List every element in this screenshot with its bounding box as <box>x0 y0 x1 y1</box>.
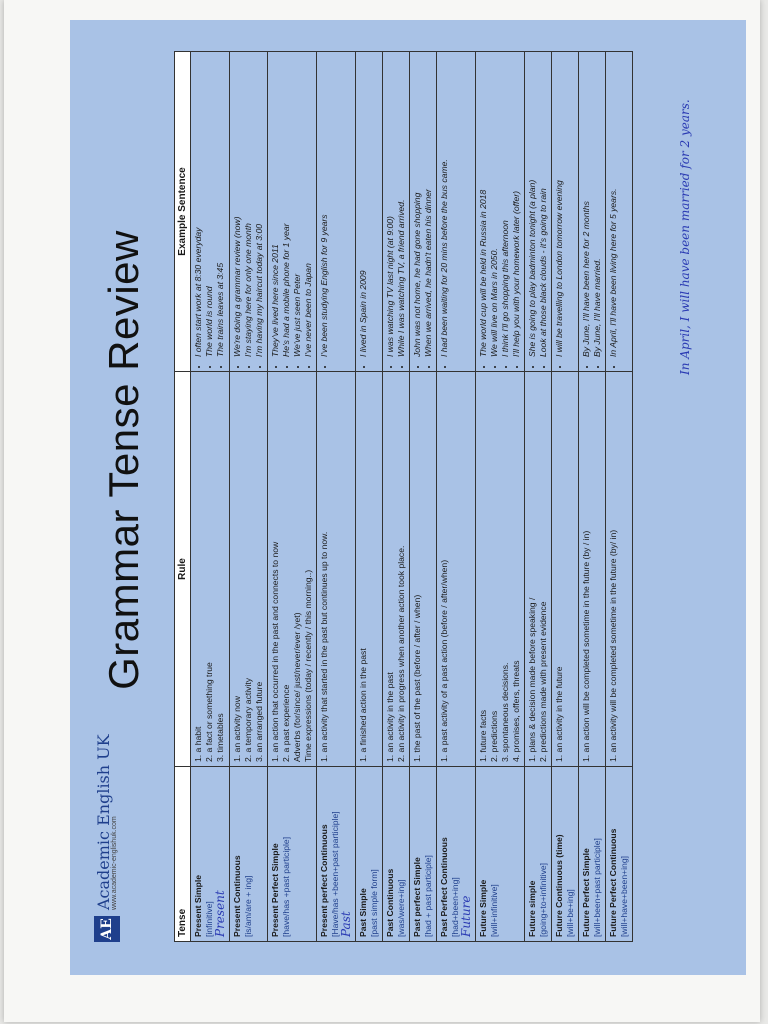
example-sentence: • He's had a mobile phone for 1 year <box>281 56 292 357</box>
rule-cell <box>579 372 606 767</box>
example-cell <box>191 52 230 372</box>
example-sentence: • I often start work at 8:30 everyday <box>193 56 204 357</box>
rule-cell <box>476 372 525 767</box>
header-tense: Tense <box>175 767 191 942</box>
tense-cell <box>230 767 268 942</box>
tense-cell <box>356 767 383 942</box>
rule-line: 1. the past of the past (before / after / when) <box>412 594 422 762</box>
rule-cell <box>437 372 476 767</box>
example-sentence: • By June, I'll have married. <box>592 56 603 357</box>
tense-name: Present Perfect Simple <box>270 843 280 937</box>
example-cell <box>410 52 437 372</box>
rule-cell <box>191 372 230 767</box>
rule-cell <box>268 372 317 767</box>
tense-cell <box>383 767 410 942</box>
rule-line: 1. an activity that started in the past but continues up to now. <box>319 531 329 762</box>
tense-form: [is/am/are + ing] <box>243 875 253 937</box>
table-row <box>268 52 317 942</box>
tense-form: [Have/has +been+past participle] <box>330 811 340 937</box>
example-cell <box>552 52 579 372</box>
tense-cell <box>525 767 552 942</box>
example-sentence: • While I was watching TV, a friend arrived. <box>396 56 407 357</box>
rule-line: 2. a past experience <box>281 684 291 762</box>
example-sentence: • By June, I'll have been here for 2 months <box>581 56 592 357</box>
example-sentence: • I've never been to Japan <box>303 56 314 357</box>
tense-form: [will+infinitive] <box>489 884 499 937</box>
tense-form: [had + past participle] <box>423 855 433 937</box>
example-sentence: • I'll help you with your homework later (offer) <box>511 56 522 357</box>
example-sentence: • Look at those black clouds - it's going to rain <box>538 56 549 357</box>
tense-form: [will+be+ing] <box>565 889 575 937</box>
rule-line: 2. predictions made with present evidence <box>538 601 548 762</box>
tense-form: [past simple form] <box>369 869 379 937</box>
table-row <box>230 52 268 942</box>
example-cell <box>606 52 633 372</box>
header-rule: Rule <box>175 372 191 767</box>
tense-cell <box>437 767 476 942</box>
tense-name: Past Continuous <box>385 868 395 937</box>
example-cell <box>268 52 317 372</box>
tense-cell <box>476 767 525 942</box>
rule-cell <box>356 372 383 767</box>
tense-cell <box>191 767 230 942</box>
tense-form: [infinitive] <box>204 901 214 937</box>
logo <box>94 734 120 942</box>
logo-name: Academic English <box>94 764 113 910</box>
example-cell <box>230 52 268 372</box>
example-cell <box>579 52 606 372</box>
example-sentence: • I had been waiting for 20 mins before the bus came. <box>439 56 450 357</box>
example-sentence: • I lived in Spain in 2009 <box>358 56 369 357</box>
rule-line: 1. future facts <box>478 709 488 762</box>
rule-line: 1. a habit <box>193 726 203 762</box>
rule-line: 3. an arranged future <box>254 681 264 762</box>
header-example: Example Sentence <box>175 52 191 372</box>
rule-cell <box>552 372 579 767</box>
tense-name: Future Perfect Continuous <box>608 828 618 937</box>
rule-line: 2. a temporary activity <box>243 677 253 762</box>
example-sentence: • John was not home, he had gone shopping <box>412 56 423 357</box>
tense-form: [have/has +past participle] <box>281 836 291 937</box>
table-row <box>476 52 525 942</box>
rule-line: 1. an action will be completed sometime in the future (by / in) <box>581 530 591 762</box>
rule-cell <box>383 372 410 767</box>
example-cell <box>437 52 476 372</box>
rule-line: Adverbs (for/since/ just/never/ever /yet) <box>292 612 302 762</box>
table-row <box>437 52 476 942</box>
rule-line: Time expressions (today / recently / this morning..) <box>303 569 313 762</box>
example-sentence: • We're doing a grammar review (now) <box>232 56 243 357</box>
tense-cell <box>410 767 437 942</box>
tense-cell <box>552 767 579 942</box>
tense-form: [was/were+ing] <box>396 879 406 937</box>
example-sentence: • When we arrived, he hadn't eaten his dinner <box>423 56 434 357</box>
table-row <box>579 52 606 942</box>
table-row <box>356 52 383 942</box>
example-cell <box>356 52 383 372</box>
example-sentence: • The trains leaves at 3:45 <box>215 56 226 357</box>
rule-cell <box>606 372 633 767</box>
table-row <box>552 52 579 942</box>
tense-name: Present Simple <box>193 874 203 937</box>
rule-line: 2. a fact or something true <box>204 662 214 762</box>
example-sentence: • I will be travelling to London tomorrow evening <box>554 56 565 357</box>
logo-suffix: UK <box>94 734 113 760</box>
tense-cell <box>606 767 633 942</box>
rule-line: 3. spontaneous decisions. <box>500 662 510 762</box>
example-cell <box>525 52 552 372</box>
rule-line: 4. promises, offers, threats <box>511 660 521 762</box>
tense-name: Past perfect Simple <box>412 857 422 937</box>
tense-name: Future simple <box>527 880 537 937</box>
rule-cell <box>525 372 552 767</box>
tense-table <box>174 51 633 942</box>
handwritten-label: Present <box>213 890 227 937</box>
tense-name: Future Simple <box>478 879 488 937</box>
tense-form: [going+to+infinitive] <box>538 862 548 937</box>
example-sentence: • I'm staying here for only one month <box>243 56 254 357</box>
example-sentence: • I was watching TV last night (at 9:00) <box>385 56 396 357</box>
rotated-worksheet <box>86 45 708 950</box>
logo-mark: AE <box>94 916 120 942</box>
rule-line: 1. an activity in the past <box>385 672 395 762</box>
rule-line: 1. an activity will be completed sometime in the future (by/ in) <box>608 529 618 762</box>
tense-form: [will+have+been+ing] <box>619 856 629 937</box>
rule-line: 1. an activity in the future <box>554 666 564 762</box>
example-sentence: • The world cup will be held in Russia in 2018 <box>478 56 489 357</box>
tense-cell <box>268 767 317 942</box>
example-sentence: • The world is round <box>204 56 215 357</box>
table-row <box>410 52 437 942</box>
tense-form: [had+been+ing] <box>450 877 460 937</box>
handwritten-label: Future <box>459 895 473 937</box>
example-cell <box>476 52 525 372</box>
tense-name: Present Continuous <box>232 855 242 937</box>
rule-line: 1. a past activity of a past action (before / after/when) <box>439 559 449 762</box>
logo-url: www.academic-englishuk.com <box>111 816 118 910</box>
rule-line: 3. timetables <box>215 713 225 762</box>
rule-line: 1. a finished action in the past <box>358 648 368 762</box>
tense-cell <box>317 767 356 942</box>
example-sentence: • We've just seen Peter <box>292 56 303 357</box>
rule-line: 2. predictions <box>489 710 499 762</box>
rule-cell <box>230 372 268 767</box>
table-row <box>383 52 410 942</box>
table-row <box>317 52 356 942</box>
example-cell <box>383 52 410 372</box>
rule-line: 1. plans & decision made before speaking / <box>527 597 537 762</box>
tense-name: Future Continuous (time) <box>554 834 564 937</box>
handwritten-label: Past <box>339 911 353 937</box>
page-title: Grammar Tense Review <box>100 230 147 690</box>
rule-line: 1. an action that occurred in the past and connects to now <box>270 541 280 762</box>
example-sentence: • I've been studying English for 9 years <box>319 56 330 357</box>
rule-line: 2. an activity in progress when another action took place. <box>396 545 406 762</box>
example-sentence: • In April, I'll have been living here for 5 years. <box>608 56 619 357</box>
table-row <box>606 52 633 942</box>
table-row <box>525 52 552 942</box>
example-sentence: • They've lived here since 2011 <box>270 56 281 357</box>
example-cell <box>317 52 356 372</box>
tense-name: Future Perfect Simple <box>581 848 591 937</box>
rule-line: 1. an activity now <box>232 696 242 762</box>
tense-cell <box>579 767 606 942</box>
example-sentence: • I think I'll go shopping this afternoon <box>500 56 511 357</box>
rule-cell <box>317 372 356 767</box>
example-sentence: • I'm having my haircut today at 3:00 <box>254 56 265 357</box>
tense-name: Present perfect Continuous <box>319 824 329 937</box>
table-row <box>191 52 230 942</box>
example-sentence: • We will live on Mars in 2050. <box>489 56 500 357</box>
tense-name: Past Simple <box>358 888 368 937</box>
tense-form: [will+been+past participle] <box>592 838 602 937</box>
tense-name: Past Perfect Continuous <box>439 837 449 937</box>
rule-cell <box>410 372 437 767</box>
handwritten-note: In April, I will have been married for 2 years. <box>678 99 692 375</box>
example-sentence: • She is going to play badminton tonight (a plan) <box>527 56 538 357</box>
